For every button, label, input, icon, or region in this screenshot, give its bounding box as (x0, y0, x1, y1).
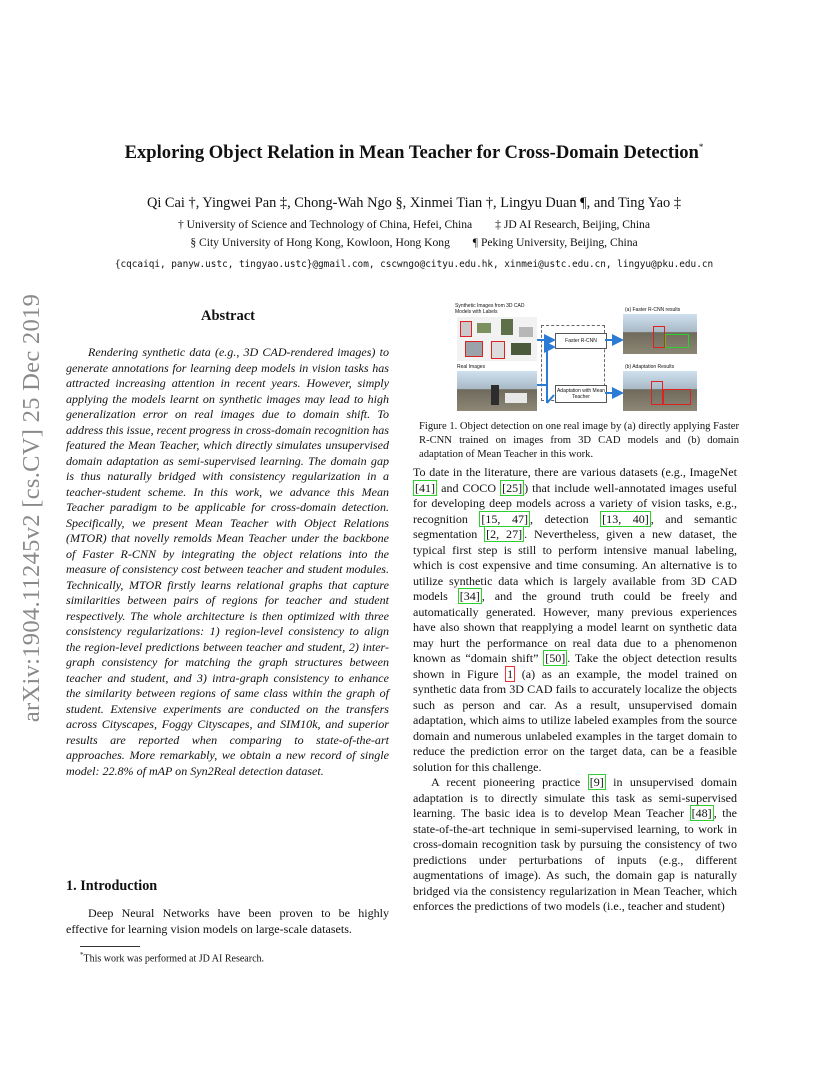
author-emails: {cqcaiqi, panyw.ustc, tingyao.ustc}@gmail.com, cscwngo@cityu.edu.hk, xinmei@ustc.edu.cn, lingyu@pku.edu.cn (114, 259, 714, 270)
figure-label-real: Real Images (457, 364, 486, 370)
author-list: Qi Cai †, Yingwei Pan ‡, Chong-Wah Ngo §, Xinmei Tian †, Lingyu Duan ¶, and Ting Yao ‡ (146, 195, 682, 211)
section-heading-introduction: 1. Introduction (66, 878, 158, 894)
citation-link[interactable]: [9] (589, 775, 604, 789)
citation-link[interactable]: [50] (545, 651, 566, 665)
intro-paragraph: Deep Neural Networks have been proven to be highly effective for learning vision models on large-scale datasets. (66, 906, 389, 936)
abstract-text: Rendering synthetic data (e.g., 3D CAD-rendered images) to generate annotations for learning deep models in vision tasks has attracted increasing attention in recent years. However, simply applying the models learnt on synthetic images may lead to high generalization error on real images due to domain shift. To address this issue, recent progress in cross-domain recognition has featured the Mean Teacher, which directly simulates unsupervised domain adaptation as semi-supervised learning. The domain gap is thus naturally bridged with consistency regularization in a teacher-student scheme. In this work, we advance this Mean Teacher paradigm to be applicable for cross-domain detection. Specifically, we present Mean Teacher with Object Relations (MTOR) that novelly remolds Mean Teacher under the backbone of Faster R-CNN by integrating the object relations into the measure of consistency cost between teacher and student modules. Technically, MTOR firstly learns relational graphs that capture similarities between pairs of regions for teacher and student respectively. The whole architecture is then optimized with three consistency regularizations: 1) region-level consistency to align the region-level predictions between teacher and student, 2) inter-graph consistency for matching the graph structures between teacher and student, and 3) intra-graph consistency to enhance the similarity between regions of same class within the graph of student. Extensive experiments are conducted on the transfers across Cityscapes, Foggy Cityscapes, and SIM10k, and superior results are reported when comparing to state-of-the-art approaches. More remarkably, we obtain a new record of single model: 22.8% of mAP on Syn2Real detection dataset. (66, 345, 389, 778)
result-a-thumbnail (623, 314, 697, 354)
real-image-thumbnail (457, 371, 537, 411)
footnote-text: This work was performed at JD AI Research. (83, 953, 265, 965)
figure-label-synthetic: Synthetic Images from 3D CAD Models with Labels (455, 303, 525, 315)
adaptation-box: Adaptation with Mean Teacher (555, 385, 607, 403)
title-footnote-mark: * (698, 142, 704, 152)
affiliation-ustc: † University of Science and Technology of China, Hefei, China (177, 218, 473, 231)
citation-link[interactable]: [41] (415, 480, 436, 495)
right-column-text (413, 465, 737, 915)
footnote-rule (80, 946, 140, 947)
citation-link[interactable]: [13, 40] (602, 511, 649, 526)
affiliations-line-2 (60, 236, 768, 249)
figure-label-a: (a) Faster R-CNN results (625, 307, 681, 313)
faster-rcnn-box: Faster R-CNN (555, 333, 607, 349)
affiliation-pku: ¶ Peking University, Beijing, China (472, 236, 638, 249)
figure-1 (455, 303, 697, 413)
figure-1-caption: Figure 1. Object detection on one real image by (a) directly applying Faster R-CNN trained on images from 3D CAD models and (b) domain adaptation of Mean Teacher in this work. (419, 421, 739, 460)
intro-paragraph-2: To date in the literature, there are various datasets (e.g., ImageNet [41] and COCO [25] ) that include well-annotated images useful for developing deep models across a variety of vision tasks, e.g., recognition [15, 47] , detection [13, 40] , and semantic segmentation [2, 27] . Nevertheless, given a new dataset, the typical first step is still to perform intensive manual labeling, which is cost expensive and time consuming. An alternative is to utilize synthetic data which is largely available from 3D CAD models [34] , and the ground truth could be freely and automatically generated. However, many previous experiences have also shown that reapplying a model learnt on synthetic data may hurt the performance on real data due to a phenomenon known as “domain shift” [50] . Take the object detection results shown in Figure 1 (a) as an example, the model trained on synthetic data from 3D CAD fails to accurately localize the objects such as person and car. As a result, unsupervised domain adaptation, which aims to utilize labeled examples from the source domain and numerous unlabeled examples in the target domain to reduce the prediction error on the target data, can be a feasible solution for this challenge. (413, 465, 738, 774)
arxiv-stamp: arXiv:1904.11245v2 [cs.CV] 25 Dec 2019 (18, 293, 46, 723)
abstract-heading: Abstract (201, 308, 255, 324)
citation-link[interactable]: [34] (459, 589, 480, 603)
paper-title: Exploring Object Relation in Mean Teacher for Cross-Domain Detection* (124, 142, 704, 163)
affiliation-cityu: § City University of Hong Kong, Kowloon, Hong Kong (190, 236, 450, 249)
figure-reference-link[interactable]: 1 (507, 666, 514, 681)
footnote-mark: * (80, 951, 84, 959)
affiliations-line-1 (60, 218, 768, 231)
footnote (80, 951, 264, 964)
citation-link[interactable]: [15, 47] (481, 511, 528, 526)
result-b-thumbnail (623, 371, 697, 411)
affiliation-jd: ‡ JD AI Research, Beijing, China (495, 218, 651, 231)
citation-link[interactable]: [48] (691, 806, 712, 820)
figure-label-b: (b) Adaptation Results (625, 364, 675, 370)
citation-link[interactable]: [25] (502, 480, 523, 495)
intro-paragraph-3: A recent pioneering practice [9] in unsupervised domain adaptation is to directly simulate this task as semi-supervised learning. The basic idea is to develop Mean Teacher [48] , the state-of-the-art technique in semi-supervised learning, to work in cross-domain recognition task by pursuing the consistency of two predictions under perturbations of inputs (e.g., different augmentations of image). As such, the domain gap is naturally bridged via the consistency regularization in Mean Teacher, which enforces the predictions of two models (i.e., teacher and student) (413, 775, 738, 913)
citation-link[interactable]: [2, 27] (486, 527, 523, 541)
